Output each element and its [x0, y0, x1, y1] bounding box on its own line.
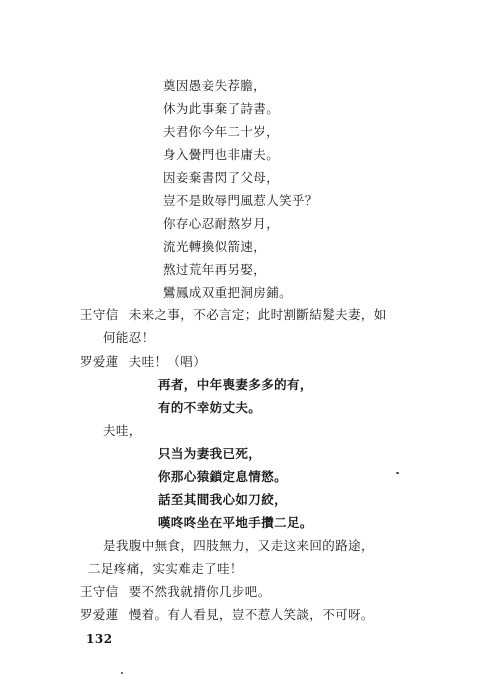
prose-line: 是我腹中無食，四肢無力，又走这来回的路途，: [103, 538, 374, 553]
verse2-line: 再者，中年喪妻多多的有，: [158, 377, 313, 392]
verse1-line: 奠因愚妾失荐膽，: [163, 78, 267, 93]
verse1-line: 身入黌門也非庸夫。: [163, 147, 280, 162]
verse1-line: 流光轉換似箭速，: [163, 239, 267, 254]
verse1-line: 休为此事棄了詩書。: [163, 101, 280, 116]
dialogue-continuation: 何能忍！: [103, 330, 155, 345]
dialogue-text: 夫哇！（唱）: [128, 354, 207, 369]
verse3-line: 話至其間我心如刀絞，: [158, 492, 288, 507]
dialogue-line: [80, 354, 206, 370]
verse3-line: 只当为妻我已死，: [158, 446, 262, 461]
verse3-line: 嘆咚咚坐在平地手攢二足。: [158, 515, 313, 530]
verse1-line: 夫君你今年二十岁，: [163, 124, 280, 139]
dialogue-text: 要不然我就揹你几步吧。: [128, 584, 271, 599]
dialogue-text: 未来之事，不必言定；此时割斷結髮夫妻，如: [128, 307, 387, 322]
speaker-name: 王守信: [80, 307, 119, 322]
dialogue-line: [80, 307, 387, 323]
verse1-line: 豈不是敗辱門風惹人笑乎？: [163, 193, 318, 208]
verse1-line: 因妾棄書閃了父母，: [163, 170, 280, 185]
prose-line: 二足疼痛，实实难走了哇！: [88, 561, 243, 576]
dialogue-text: 慢着。有人看見，豈不惹人笑談，不可呀。: [128, 607, 374, 622]
speaker-name: 王守信: [80, 584, 119, 599]
speaker-name: 罗爱蓮: [80, 607, 119, 622]
verse1-line: 熬过荒年再另娶，: [163, 262, 267, 277]
verse3-line: 你那心猿鎖定息情慾。: [158, 469, 288, 484]
speaker-name: 罗爱蓮: [80, 354, 119, 369]
verse2-line: 有的不幸妨丈夫。: [158, 400, 262, 415]
dialogue-line: [80, 584, 271, 600]
exclamation: 夫哇，: [103, 423, 142, 438]
page-number: 132: [86, 632, 113, 646]
verse1-line: 鸞鳳成双重把洞房鋪。: [163, 285, 293, 300]
verse1-line: 你存心忍耐熬岁月，: [163, 216, 280, 231]
dialogue-line: [80, 607, 374, 623]
scan-speck: [396, 472, 399, 474]
scan-speck: [121, 672, 123, 674]
